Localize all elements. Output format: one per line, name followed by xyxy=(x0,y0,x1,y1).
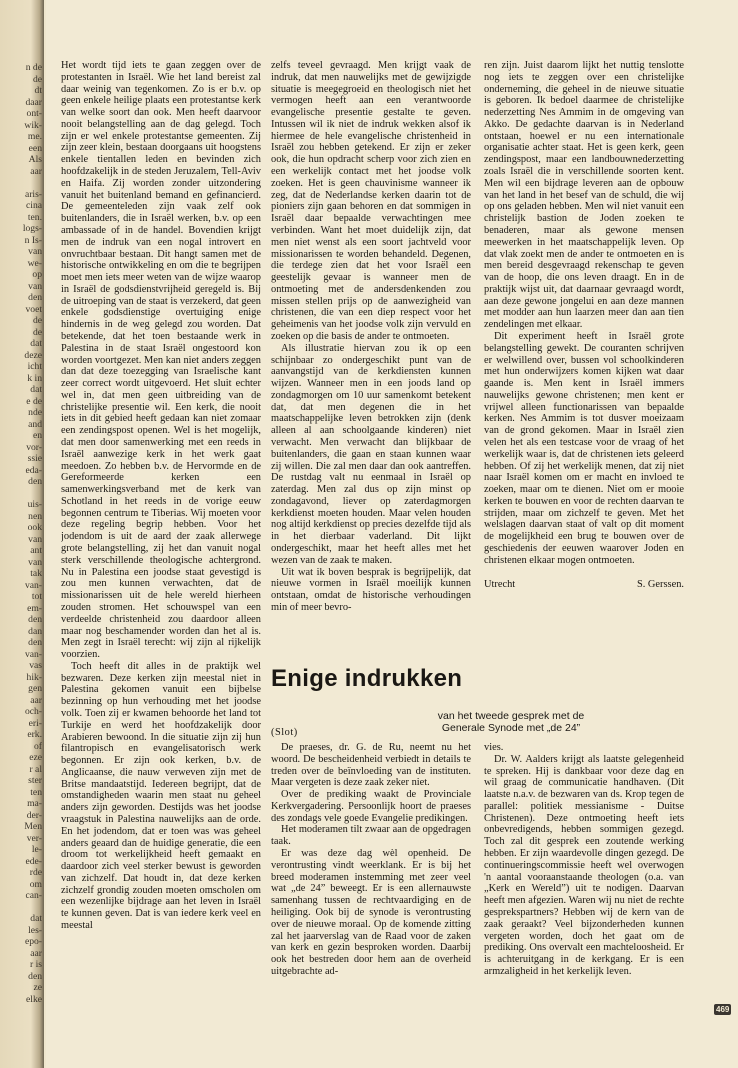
adjacent-page-fragment: ede- xyxy=(25,855,42,867)
article-paragraph: Dr. W. Aalders krijgt als laatste gelegenheid te spreken. Hij is dankbaar voor deze dag en wil graag de communicatie handhaven. (Dit laatste n.a.v. de bezwaren van ds. Krop tegen de parallel: politiek messianisme - Duitse Christenen). Deze ontmoeting heeft iets onbevredigends, hebben sommigen gezegd. Toch zal dit gesprek een zoutende werking hebben. Er zijn waardevolle dingen gezegd. De continueringscommissie heeft wel overwogen 'n aantal vooraanstaande theologen (o.a. van „Kerk en Wereld”) uit te nodigen. Daarvan heeft men afgezien. Waren wij nu niet de rechte gesprekspartners? Hebben wij de kern van de zaak geraakt? Veel bijzonderheden kunnen vergeten worden, doch het gaat om de prediking. Ons overvalt een machteloosheid. Er is achteruitgang in de kerkgang. Er is een armzaligheid in het kerkelijk leven. xyxy=(484,753,684,977)
article-paragraph: Uit wat ik boven besprak is begrijpelijk, dat nieuwe vormen in Israël moeilijk kunnen ontstaan, omdat de historische verhoudingen min of meer bevro- xyxy=(271,566,471,613)
article-paragraph: Over de prediking waakt de Provinciale Kerkvergadering. Persoonlijk hoort de praeses des zondags vele goede Evangelie predikingen. xyxy=(271,789,471,824)
adjacent-page-fragment: vas xyxy=(29,660,42,671)
adjacent-page-fragment: r is xyxy=(30,959,42,970)
article-paragraph: Dit experiment heeft in Israël grote belangstelling gewekt. De couranten schrijven er welwillend over, bussen vol schoolkinderen met hun onderwijzers komen kijken wat daar gaande is. Men kent in Israël immers nauwelijks gewone christenen; men kent er vrijwel alleen functionarissen van bepaalde kerken. Nes Ammim is tot dusver moeizaam van de grond gekomen. Maar in Israël zien velen het als een testcase voor de vraag of het werkelijk waar is, dat de christenen iets geleerd hebben. Of zij het werkelijk menen, dat zij niet naar Israël komen om er macht en invloed te zoeken, maar om te dienen. Niet om er mooie kerken te bouwen en voor de rechten daarvan te strijden, maar om zichzelf te geven. Met het welslagen daarvan staat of valt op dit moment de mogelijkheid een brug te bouwen over de geschiedenis der eeuwen waarover Joden en christenen elkaar mogen ontmoeten. xyxy=(484,330,684,566)
adjacent-page-fragment: erk. xyxy=(27,729,42,740)
adjacent-page-fragment: dat xyxy=(30,338,42,349)
adjacent-page-fragment: den xyxy=(28,970,42,982)
adjacent-page-fragment: den xyxy=(28,476,42,487)
adjacent-page-fragment: e de xyxy=(26,395,42,407)
article-paragraph: De praeses, dr. G. de Ru, neemt nu het woord. De bescheidenheid verbiedt in details te treden over de beïnvloeding van de instituten. Maar vergeten is deze zaak zeker niet. xyxy=(271,742,471,789)
article2-column-2 xyxy=(484,742,684,1010)
article2-subtitle-line-1: van het tweede gesprek met de xyxy=(437,710,585,722)
article2-title: Enige indrukken xyxy=(271,665,463,692)
article2-column-1 xyxy=(271,742,471,1010)
adjacent-page-fragment: of xyxy=(34,740,42,752)
adjacent-page-fragment: aar xyxy=(30,694,42,706)
adjacent-page-edge xyxy=(0,0,44,1068)
adjacent-page-fragment: icht xyxy=(27,361,42,372)
adjacent-page-fragment: ma- xyxy=(27,798,42,809)
adjacent-page-fragment: ant xyxy=(30,545,42,556)
adjacent-page-fragment: van xyxy=(28,533,42,545)
adjacent-page-fragment: ssie xyxy=(27,453,42,464)
adjacent-page-fragment: tot xyxy=(31,591,42,602)
adjacent-page-fragment: can- xyxy=(25,890,42,901)
adjacent-page-fragment: de xyxy=(32,315,42,326)
adjacent-page-fragment: nde xyxy=(28,407,42,418)
adjacent-page-fragment: wik- xyxy=(24,119,42,131)
adjacent-page-fragment: vor- xyxy=(26,441,42,453)
adjacent-page-fragment: eri- xyxy=(28,717,42,729)
adjacent-page-fragment: op xyxy=(32,269,42,280)
adjacent-page-fragment: de xyxy=(32,326,42,338)
adjacent-page-fragment: eda- xyxy=(25,464,42,476)
signature xyxy=(484,579,684,590)
adjacent-page-fragment: k in xyxy=(27,372,42,384)
article-paragraph: zelfs teveel gevraagd. Men krijgt vaak de indruk, dat men nauwelijks met de gewijzigde situatie is meegegroeid en theologisch niet het vermogen heeft aan een verantwoorde evangelische presentie gestalte te geven. Intussen wil ik niet de indruk wekken alsof ik hiermee de hele evangelische christenheid in Israël zou hebben getekend. Er zijn er zeker ook, die hun opdracht scherp voor zich zien en een werkelijk contact met het joodse volk zoeken. Het is geen chauvinisme wanneer ik zeg, dat de Nederlandse kerken daarin tot de pioniers zijn gaan behoren en dat sommigen in Israël daar bepaalde verwachtingen mee verbinden. Want het moet duidelijk zijn, dat men niet wenst als een soort jachtveld voor missionarissen te worden behandeld. Degenen, die terdege zien dat het voor Israël een geestelijk gevaar is wanneer men de ontmoeting met de andersdenkenden zou missen stellen prijs op de aanwezigheid van christenen, die van een diep respect voor het geheimenis van het joodse volk zijn vervuld en zoeken op die basis de ander te ontmoeten. xyxy=(271,60,471,342)
adjacent-page-fragment: den xyxy=(28,637,42,648)
adjacent-page-fragment: den xyxy=(28,292,42,303)
adjacent-page-fragment: hik- xyxy=(26,671,42,683)
adjacent-page-fragment: van- xyxy=(24,579,42,591)
adjacent-page-fragment: aris- xyxy=(24,188,42,200)
adjacent-page-fragment: aar xyxy=(30,165,42,177)
article2-subtitle xyxy=(346,710,676,734)
adjacent-page-fragment: aar xyxy=(30,947,42,959)
adjacent-page-fragment: dt xyxy=(34,85,42,96)
adjacent-page-fragment: Als xyxy=(28,154,42,165)
article1-column-1 xyxy=(61,60,261,1010)
article-paragraph: Er was deze dag wèl openheid. De verontrusting vindt weerklank. Er is bij het breed moderamen instemming met zeer veel wat „de 24” beweegt. Er is een allernauwste samenhang tussen de rechtvaardiging en de heiliging. Ook bij de synode is verontrusting over de nieuwe moraal. Op de komende zitting zal het jaarverslag van de Raad voor de zaken van kerk en gezin besproken worden. Daarbij ook het bestreden door hem aan de overheid uitgebrachte ad- xyxy=(271,848,471,977)
adjacent-page-fragment: n de xyxy=(25,62,42,73)
article2-slot-label: (Slot) xyxy=(271,727,298,738)
adjacent-page-fragment: om xyxy=(29,878,42,890)
adjacent-page-fragment: deze xyxy=(24,349,42,361)
adjacent-page-fragment: gen xyxy=(28,683,42,694)
adjacent-page-fragment: den xyxy=(28,614,42,625)
adjacent-page-fragment: een xyxy=(28,142,42,154)
adjacent-page-fragment: ver- xyxy=(26,832,42,844)
adjacent-page-fragment: eze xyxy=(29,752,42,763)
adjacent-page-fragment: ten xyxy=(30,786,42,798)
adjacent-page-fragment: dat xyxy=(30,913,42,924)
adjacent-page-fragment: cina xyxy=(26,200,42,211)
adjacent-page-fragment: ook xyxy=(27,522,42,533)
article-paragraph: vies. xyxy=(484,742,504,753)
page-number: 469 xyxy=(716,1005,730,1014)
adjacent-page-fragment: ten. xyxy=(27,211,42,223)
adjacent-page-fragment: elke xyxy=(26,993,42,1005)
adjacent-page-fragment: Men xyxy=(24,821,42,832)
adjacent-page-fragment: uis- xyxy=(27,499,42,510)
adjacent-page-fragment: rde xyxy=(29,867,42,878)
article2-subtitle-line-2: Generale Synode met „de 24” xyxy=(441,722,581,734)
adjacent-page-fragment: de xyxy=(32,73,42,85)
article-paragraph: Het wordt tijd iets te gaan zeggen over de protestanten in Israël. Wie het land bereist zal daar weinig van tegenkomen. Zo is er b.v. op geen enkele heilige plaats een protestantse kerk van welke soort dan ook. Men heeft daarvoor nooit belangstelling aan de dag gelegd. Toch zijn er wel enkele protestantse gemeenten. Zij zijn zeer klein, bestaan doorgaans uit hoogstens enkele tientallen leden en bevinden zich hoofdzakelijk in de steden Jeruzalem, Tell-Aviv en Haifa. Zij worden zonder uitzondering vanuit het buitenland bemand en gefinancierd. De gemeenteleden zijn vaak zelf ook buitenlanders, die in Israël werken, b.v. op een ambassade of in de handel. Bovendien krijgt men de indruk van een nogal introvert en onvruchtbaar bestaan. Dit hangt samen met de historische ontwikkeling en om die te begrijpen moet men iets meer weten van de wijze waarop in Israël de godsdienstvrijheid geregeld is. Bij de uitroeping van de staat is verzekerd, dat geen enkele godsdienstige overtuiging enige hindernis in de weg gelegd zou worden. Dat betekende, dat het toen bestaande werk in Palestina in de staat Israël ongestoord kon worden voortgezet. Men kan niet anders zeggen dan dat deze toezegging van Israelische kant zeer correct wordt uitgevoerd. Het sluit echter wel in, dat men geen uitbreiding van de christelijke presentie wil. Een kerk, die nooit iets in dit gebied heeft gedaan kan niet zomaar een zendingspost openen. Wel is het mogelijk, dat men door samenwerking met een reeds in Israël aanwezige kerk in het werk gaat meedoen. Zo hebben b.v. de Hervormde en de Gereformeerde kerken een samenwerkingsverband met de kerk van Schotland in het reeds in de vorige eeuw begonnen centrum te Tiberias. Wij moeten voor deze regeling begrip hebben. Voor het jodendom is uit de aard der zaak allerwege grote belangstelling, zij het dan vanuit nogal sterk verschillende theologische achtergrond. Nu in Palestina een joodse staat gevestigd is zou men kunnen verwachten, dat de missionarissen uit de hele wereld hierheen zouden stromen. Het schouwspel van een verdeelde christenheid zou daardoor alleen maar nog beschamender worden dan het al is. Men zegt in Israël terecht: wij zijn al rijkelijk voorzien. xyxy=(61,60,261,661)
adjacent-page-fragment: voet xyxy=(25,303,42,315)
adjacent-page-fragment: och- xyxy=(24,706,42,717)
article-paragraph: Toch heeft dit alles in de praktijk wel bezwaren. Deze kerken zijn meestal niet in Palestina gekomen vanuit een bijbelse bezinning op hun verhouding met het joodse volk. Toen zij er kwamen behoorde het land tot Turkije en werd het hoofdzakelijk door Arabieren bewoond. In die situatie zijn zij hun filantropisch en evangelisatorisch werk begonnen. Er zijn ook kerken, b.v. de Anglicaanse, die nauw verweven zijn met de Britse mandaatstijd. Iedereen begrijpt, dat de omstandigheden waarin men staat nu geheel anders zijn geworden. Destijds was het joodse vraagstuk in Palestina nauwelijks aan de orde. En het jodendom, dat er toen was was geheel anders geaard dan de huidige generatie, die een droom tot werkelijkheid heeft gemaakt en daardoor zich veel sterker bewust is geworden van zichzelf. Dat houdt in, dat deze kerken zichzelf grondig zouden moeten omscholen om een wezenlijke bijdrage aan het leven in Israël te kunnen geven. Dat is van iedere kerk veel en meestal xyxy=(61,660,261,932)
adjacent-page-fragment: ont- xyxy=(26,108,42,119)
magazine-page xyxy=(46,0,738,1068)
adjacent-page-fragment: logs- xyxy=(22,223,42,234)
adjacent-page-fragment: ze xyxy=(33,982,42,993)
adjacent-page-fragment: epo- xyxy=(24,936,42,947)
adjacent-page-fragment: and xyxy=(28,418,42,430)
article1-column-2 xyxy=(271,60,471,635)
adjacent-page-fragment: en xyxy=(32,430,42,441)
adjacent-page-fragment: van xyxy=(28,556,42,568)
adjacent-page-fragment: nen xyxy=(28,510,42,522)
adjacent-page-fragment: van- xyxy=(24,648,42,660)
adjacent-page-fragment: der- xyxy=(26,809,42,821)
adjacent-page-fragment: le- xyxy=(31,844,42,855)
adjacent-page-fragment: les- xyxy=(28,924,42,936)
adjacent-page-fragment: em- xyxy=(27,602,42,614)
adjacent-page-fragment: dan xyxy=(28,625,42,637)
adjacent-page-fragment: daar xyxy=(25,96,42,108)
article-paragraph: ren zijn. Juist daarom lijkt het nuttig tenslotte nog iets te zeggen over een christelijke onderneming, die geheel in de nieuwe situatie is geboren. Ik bedoel daarmee de christelijke nederzetting Nes Ammim in de omgeving van Akko. De gedachte daarvan is in Nederland ontstaan, hoewel er nu een internationale organisatie achter staat. Het is geen kerk, geen zendingspost, maar een landbouwnederzetting zoals Israël die in verschillende soorten kent. Men wil een bijdrage leveren aan de opbouw van het land in het besef van de schuld, die wij op ons geladen hebben. Men wil niet vanuit een christelijk bastion de Joden zoeken te benaderen, maar als gewone mensen meewerken in het maatschappelijk leven. Op dat vlak zoekt men de ander te ontmoeten en is men bereid desgevraagd rekenschap te geven van de hoop, die ons leven draagt. En in de praktijk wijst uit, dat daarnaar gevraagd wordt, aan deze gewone jongelui en aan deze mannen met modder aan hun laarzen meer dan aan tien zendelingen met elkaar. xyxy=(484,60,684,331)
article-paragraph: Het moderamen tilt zwaar aan de opgedragen taak. xyxy=(271,824,471,848)
article1-column-3 xyxy=(484,60,684,635)
adjacent-page-fragment: we- xyxy=(27,257,42,269)
article-paragraph: Als illustratie hiervan zou ik op een schijnbaar zo ondergeschikt punt van de aanvangstijd van de kerkdiensten kunnen wijzen. Wanneer men in een joods land op zondagmorgen om 10 uur samenkomt betekent dat, dat men degenen die in het maatschappelijke leven betrokken zijn (denk alleen al aan schoolgaande kinderen) niet verwacht. Men verwacht dan blijkbaar de buitenlanders, die gaan en staan kunnen waar zij willen. Die zal men daar dan ook aantreffen. De rustdag valt nu eenmaal in Israël op zaterdag. Men zal dus op zijn minst op zondagavond, liever op zaterdagmorgen kerkdienst moeten houden. Maar velen houden nog altijd kerkdienst op precies dezelfde tijd als in het dierbaar vaderland. Dit lijkt ondergeschikt, maar het heeft alles met het wezen van de zaak te maken. xyxy=(271,342,471,566)
signature-city: Utrecht xyxy=(484,578,516,590)
adjacent-page-fragment: van xyxy=(28,280,42,292)
adjacent-page-fragment: me. xyxy=(27,131,42,142)
adjacent-page-fragment: van xyxy=(28,246,42,257)
adjacent-page-fragment: ster xyxy=(28,775,42,786)
adjacent-page-fragment: tak xyxy=(30,568,42,579)
signature-name: S. Gerssen. xyxy=(636,578,684,590)
adjacent-page-fragment: dat xyxy=(30,384,42,395)
adjacent-page-fragment: n Is- xyxy=(24,234,42,246)
adjacent-page-fragment: r al xyxy=(29,763,42,775)
